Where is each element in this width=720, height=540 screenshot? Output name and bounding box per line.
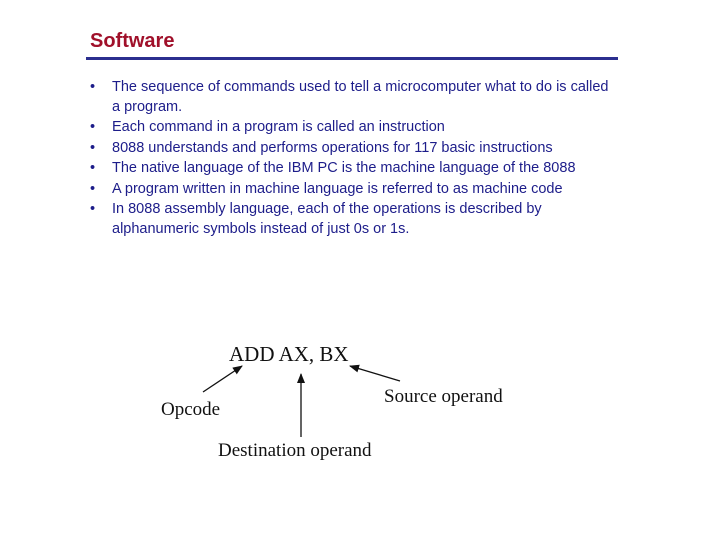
opcode-arrow — [203, 366, 242, 392]
bullet-dot: • — [90, 79, 96, 95]
bullet-item — [90, 139, 618, 159]
bullet-text: A program written in machine language is referred to as machine code — [112, 180, 563, 197]
bullet-item — [90, 159, 618, 179]
bullet-dot: • — [90, 119, 96, 135]
bullet-item — [90, 200, 618, 239]
bullet-dot: • — [90, 139, 96, 156]
instruction-text: ADD AX, BX — [229, 342, 349, 366]
bullet-text: The sequence of commands used to tell a microcomputer what to do is called a program. — [112, 79, 609, 115]
destination-operand-label: Destination operand — [218, 440, 372, 461]
source-operand-label: Source operand — [384, 386, 503, 407]
bullet-item — [90, 78, 618, 117]
bullet-dot: • — [90, 201, 96, 217]
bullet-list — [90, 78, 618, 240]
opcode-label: Opcode — [161, 399, 221, 420]
source-arrow — [350, 366, 400, 381]
bullet-text: 8088 understands and performs operations for 117 basic instructions — [112, 139, 553, 156]
bullet-text: Each command in a program is called an instruction — [112, 119, 445, 135]
bullet-dot: • — [90, 180, 96, 197]
bullet-item — [90, 180, 618, 200]
bullet-item — [90, 118, 618, 138]
bullet-text: The native language of the IBM PC is the machine language of the 8088 — [112, 160, 576, 176]
slide-title: Software — [90, 30, 175, 52]
bullet-text: In 8088 assembly language, each of the operations is described by alphanumeric symbols instead of just 0s or 1s. — [112, 201, 542, 237]
title-underline — [86, 57, 618, 60]
bullet-dot: • — [90, 160, 96, 176]
